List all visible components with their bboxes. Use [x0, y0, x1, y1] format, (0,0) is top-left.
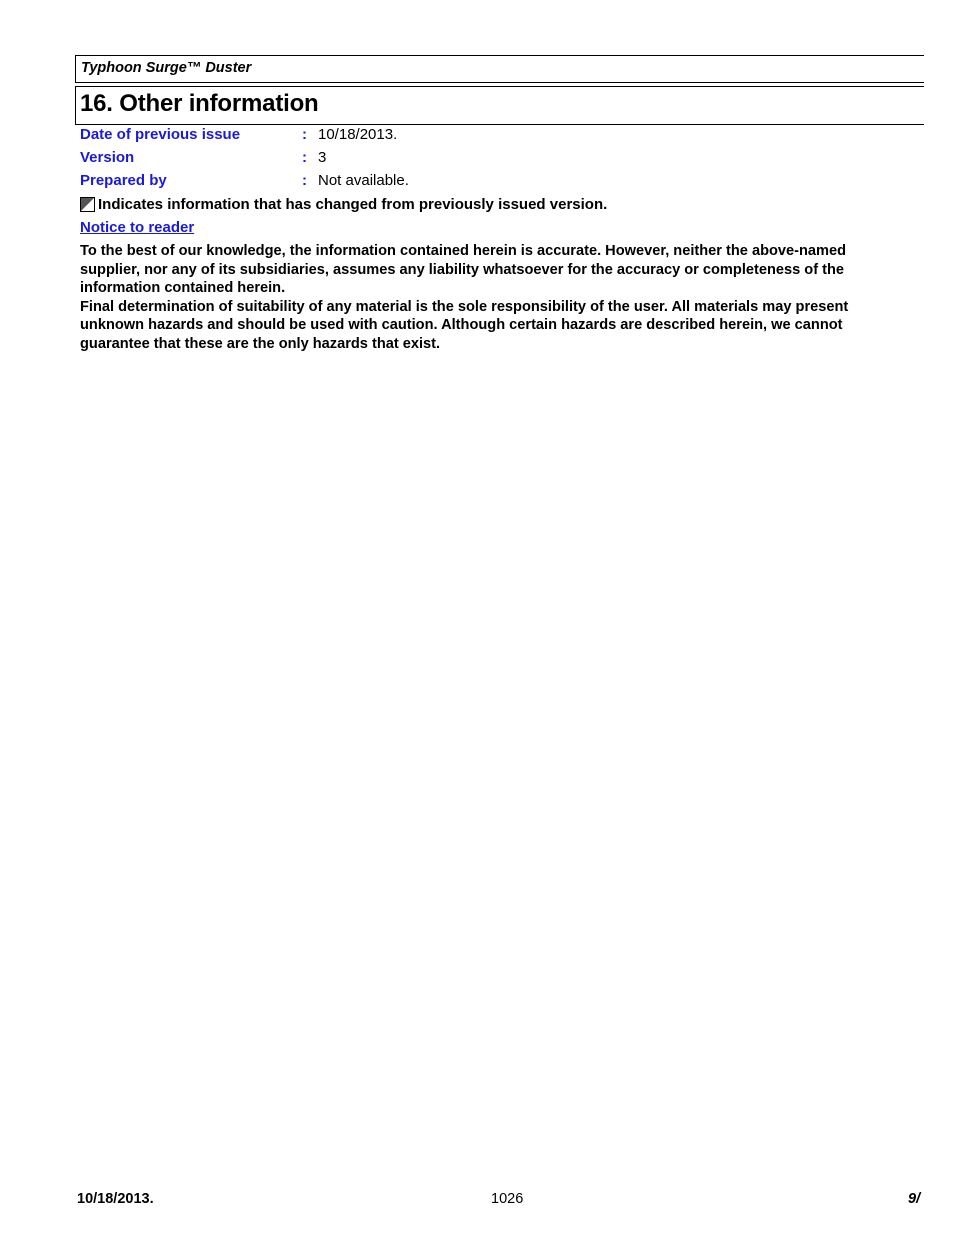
info-colon: : [302, 149, 307, 166]
product-name: Typhoon Surge™ Duster [81, 60, 252, 76]
footer-center-number: 1026 [491, 1191, 524, 1207]
product-header-bar [75, 55, 924, 83]
footer-date: 10/18/2013. [77, 1191, 154, 1207]
info-value: 10/18/2013. [318, 126, 398, 143]
info-value: 3 [318, 149, 327, 166]
info-label: Version [80, 149, 135, 166]
notice-paragraph: Final determination of suitability of any material is the sole responsibility of the user. All materials may present unknown hazards and should be used with caution. Although certain hazards are described herein, we cannot guarantee that these are the only hazards that exist. [80, 298, 849, 352]
info-colon: : [302, 172, 307, 189]
section-title: 16. Other information [80, 90, 319, 117]
notice-paragraph: To the best of our knowledge, the information contained herein is accurate. However, neither the above-named supplier, nor any of its subsidiaries, assumes any liability whatsoever for the accuracy or completeness of the information contained herein. [80, 243, 847, 297]
footer-page-number: 9/ [908, 1191, 921, 1207]
info-colon: : [302, 126, 307, 143]
change-note-text: Indicates information that has changed from previously issued version. [98, 196, 608, 213]
info-label: Date of previous issue [80, 126, 241, 143]
info-label: Prepared by [80, 172, 167, 189]
notice-to-reader-link[interactable]: Notice to reader [80, 219, 195, 236]
info-row-date-of-previous-issue [80, 126, 900, 146]
info-row-prepared-by [80, 172, 900, 192]
section-header-bar [75, 86, 924, 125]
notice-body [80, 242, 906, 354]
change-note [80, 196, 607, 213]
info-value: Not available. [318, 172, 409, 189]
info-row-version [80, 149, 900, 169]
change-marker-icon [80, 197, 95, 212]
